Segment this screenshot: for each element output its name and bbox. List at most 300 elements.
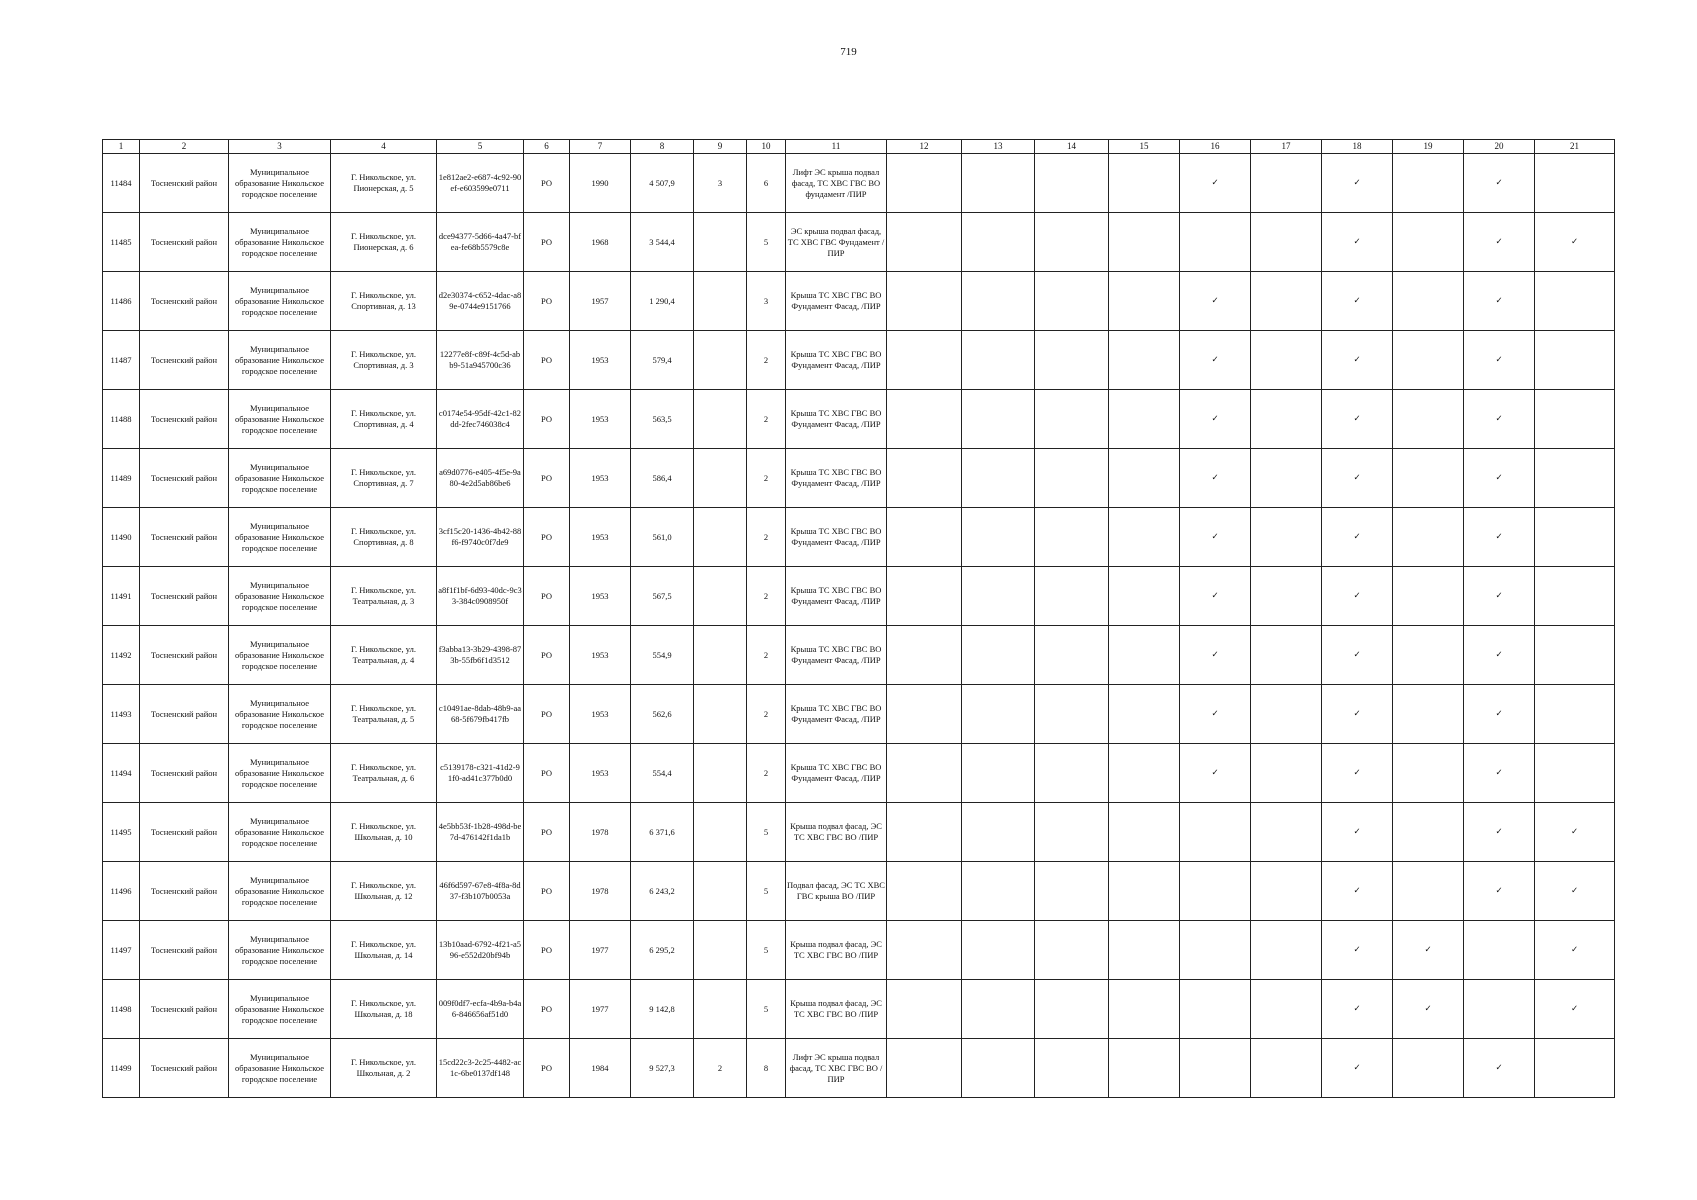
sys-cell: РО: [524, 980, 570, 1039]
mo-cell: Муниципальное образование Никольское городское поселение: [229, 980, 331, 1039]
empty-mark-cell: [887, 1039, 962, 1098]
column-header-17: 17: [1251, 140, 1322, 154]
n10-cell: 2: [747, 567, 786, 626]
column-header-11: 11: [786, 140, 887, 154]
table-header: [103, 140, 1615, 154]
sys-cell: РО: [524, 1039, 570, 1098]
id-cell: 11495: [103, 803, 140, 862]
column-header-3: 3: [229, 140, 331, 154]
year-cell: 1953: [570, 567, 631, 626]
address-cell: Г. Никольское, ул. Театральная, д. 5: [331, 685, 437, 744]
check-mark-icon: ✓: [1464, 390, 1535, 449]
year-cell: 1977: [570, 980, 631, 1039]
code-cell: 009f0df7-ecfa-4b9a-b4a6-846656af51d0: [437, 980, 524, 1039]
mo-cell: Муниципальное образование Никольское городское поселение: [229, 862, 331, 921]
n10-cell: 5: [747, 803, 786, 862]
n9-cell: [694, 803, 747, 862]
id-cell: 11497: [103, 921, 140, 980]
sys-cell: РО: [524, 272, 570, 331]
works-cell: Крыша ТС ХВС ГВС ВО Фундамент Фасад, /ПИР: [786, 685, 887, 744]
empty-mark-cell: [962, 1039, 1035, 1098]
table-row: [103, 921, 1615, 980]
empty-mark-cell: [1535, 1039, 1615, 1098]
rayon-cell: Тосненский район: [140, 921, 229, 980]
empty-mark-cell: [1180, 980, 1251, 1039]
n10-cell: 5: [747, 921, 786, 980]
address-cell: Г. Никольское, ул. Спортивная, д. 3: [331, 331, 437, 390]
empty-mark-cell: [1035, 685, 1109, 744]
check-mark-icon: ✓: [1535, 980, 1615, 1039]
empty-mark-cell: [1109, 685, 1180, 744]
works-cell: Крыша ТС ХВС ГВС ВО Фундамент Фасад, /ПИР: [786, 331, 887, 390]
empty-mark-cell: [962, 331, 1035, 390]
year-cell: 1957: [570, 272, 631, 331]
id-cell: 11492: [103, 626, 140, 685]
id-cell: 11489: [103, 449, 140, 508]
sys-cell: РО: [524, 213, 570, 272]
empty-mark-cell: [1251, 390, 1322, 449]
check-mark-icon: ✓: [1535, 862, 1615, 921]
n9-cell: [694, 685, 747, 744]
year-cell: 1953: [570, 331, 631, 390]
check-mark-icon: ✓: [1464, 803, 1535, 862]
n9-cell: [694, 213, 747, 272]
empty-mark-cell: [1251, 508, 1322, 567]
area-cell: 562,6: [631, 685, 694, 744]
mo-cell: Муниципальное образование Никольское городское поселение: [229, 154, 331, 213]
empty-mark-cell: [962, 862, 1035, 921]
empty-mark-cell: [962, 921, 1035, 980]
check-mark-icon: ✓: [1464, 626, 1535, 685]
rayon-cell: Тосненский район: [140, 803, 229, 862]
n9-cell: 3: [694, 154, 747, 213]
check-mark-icon: ✓: [1180, 685, 1251, 744]
check-mark-icon: ✓: [1322, 980, 1393, 1039]
n9-cell: [694, 921, 747, 980]
empty-mark-cell: [962, 803, 1035, 862]
empty-mark-cell: [1393, 1039, 1464, 1098]
check-mark-icon: ✓: [1322, 154, 1393, 213]
works-cell: Крыша ТС ХВС ГВС ВО Фундамент Фасад, /ПИР: [786, 272, 887, 331]
sys-cell: РО: [524, 803, 570, 862]
works-cell: Крыша подвал фасад, ЭС ТС ХВС ГВС ВО /ПИР: [786, 921, 887, 980]
year-cell: 1978: [570, 862, 631, 921]
empty-mark-cell: [1251, 862, 1322, 921]
mo-cell: Муниципальное образование Никольское городское поселение: [229, 1039, 331, 1098]
area-cell: 586,4: [631, 449, 694, 508]
check-mark-icon: ✓: [1535, 921, 1615, 980]
column-header-13: 13: [962, 140, 1035, 154]
year-cell: 1953: [570, 626, 631, 685]
check-mark-icon: ✓: [1322, 567, 1393, 626]
empty-mark-cell: [1035, 803, 1109, 862]
column-header-10: 10: [747, 140, 786, 154]
column-header-9: 9: [694, 140, 747, 154]
n10-cell: 2: [747, 685, 786, 744]
n10-cell: 2: [747, 744, 786, 803]
n10-cell: 2: [747, 331, 786, 390]
table-row: [103, 803, 1615, 862]
empty-mark-cell: [1109, 744, 1180, 803]
empty-mark-cell: [962, 390, 1035, 449]
empty-mark-cell: [1535, 331, 1615, 390]
n9-cell: [694, 626, 747, 685]
empty-mark-cell: [1109, 862, 1180, 921]
rayon-cell: Тосненский район: [140, 213, 229, 272]
empty-mark-cell: [1251, 1039, 1322, 1098]
check-mark-icon: ✓: [1322, 213, 1393, 272]
empty-mark-cell: [1393, 272, 1464, 331]
address-cell: Г. Никольское, ул. Спортивная, д. 13: [331, 272, 437, 331]
empty-mark-cell: [1109, 331, 1180, 390]
check-mark-icon: ✓: [1464, 685, 1535, 744]
check-mark-icon: ✓: [1322, 626, 1393, 685]
column-header-6: 6: [524, 140, 570, 154]
n9-cell: [694, 862, 747, 921]
empty-mark-cell: [962, 685, 1035, 744]
n10-cell: 5: [747, 862, 786, 921]
id-cell: 11493: [103, 685, 140, 744]
column-header-8: 8: [631, 140, 694, 154]
check-mark-icon: ✓: [1464, 154, 1535, 213]
empty-mark-cell: [1535, 390, 1615, 449]
empty-mark-cell: [1180, 803, 1251, 862]
empty-mark-cell: [1180, 1039, 1251, 1098]
check-mark-icon: ✓: [1180, 154, 1251, 213]
sys-cell: РО: [524, 331, 570, 390]
check-mark-icon: ✓: [1180, 272, 1251, 331]
check-mark-icon: ✓: [1180, 567, 1251, 626]
area-cell: 554,4: [631, 744, 694, 803]
area-cell: 567,5: [631, 567, 694, 626]
empty-mark-cell: [1109, 1039, 1180, 1098]
n9-cell: [694, 272, 747, 331]
works-cell: Крыша ТС ХВС ГВС ВО Фундамент Фасад, /ПИР: [786, 390, 887, 449]
empty-mark-cell: [1109, 803, 1180, 862]
empty-mark-cell: [1464, 980, 1535, 1039]
empty-mark-cell: [1393, 567, 1464, 626]
rayon-cell: Тосненский район: [140, 980, 229, 1039]
code-cell: dce94377-5d66-4a47-bfea-fe68b5579c8e: [437, 213, 524, 272]
empty-mark-cell: [1251, 626, 1322, 685]
empty-mark-cell: [962, 213, 1035, 272]
area-cell: 554,9: [631, 626, 694, 685]
check-mark-icon: ✓: [1322, 744, 1393, 803]
check-mark-icon: ✓: [1322, 921, 1393, 980]
rayon-cell: Тосненский район: [140, 862, 229, 921]
n9-cell: [694, 744, 747, 803]
table-body: [103, 154, 1615, 1098]
address-cell: Г. Никольское, ул. Школьная, д. 10: [331, 803, 437, 862]
works-cell: Подвал фасад, ЭС ТС ХВС ГВС крыша ВО /ПИР: [786, 862, 887, 921]
empty-mark-cell: [962, 626, 1035, 685]
empty-mark-cell: [1393, 626, 1464, 685]
empty-mark-cell: [1035, 626, 1109, 685]
empty-mark-cell: [962, 272, 1035, 331]
table-row: [103, 213, 1615, 272]
empty-mark-cell: [1393, 331, 1464, 390]
check-mark-icon: ✓: [1464, 862, 1535, 921]
empty-mark-cell: [1035, 213, 1109, 272]
works-cell: Крыша ТС ХВС ГВС ВО Фундамент Фасад, /ПИР: [786, 744, 887, 803]
empty-mark-cell: [1393, 803, 1464, 862]
address-cell: Г. Никольское, ул. Спортивная, д. 8: [331, 508, 437, 567]
table-row: [103, 626, 1615, 685]
empty-mark-cell: [1109, 921, 1180, 980]
check-mark-icon: ✓: [1464, 1039, 1535, 1098]
code-cell: a69d0776-e405-4f5e-9a80-4e2d5ab86be6: [437, 449, 524, 508]
area-cell: 9 142,8: [631, 980, 694, 1039]
sys-cell: РО: [524, 744, 570, 803]
mo-cell: Муниципальное образование Никольское городское поселение: [229, 803, 331, 862]
id-cell: 11487: [103, 331, 140, 390]
n10-cell: 2: [747, 626, 786, 685]
works-cell: Крыша ТС ХВС ГВС ВО Фундамент Фасад, /ПИР: [786, 508, 887, 567]
check-mark-icon: ✓: [1535, 213, 1615, 272]
empty-mark-cell: [1109, 272, 1180, 331]
empty-mark-cell: [887, 154, 962, 213]
rayon-cell: Тосненский район: [140, 331, 229, 390]
table-row: [103, 154, 1615, 213]
area-cell: 6 243,2: [631, 862, 694, 921]
check-mark-icon: ✓: [1180, 626, 1251, 685]
empty-mark-cell: [1251, 449, 1322, 508]
area-cell: 4 507,9: [631, 154, 694, 213]
empty-mark-cell: [1251, 685, 1322, 744]
empty-mark-cell: [1393, 862, 1464, 921]
sys-cell: РО: [524, 154, 570, 213]
empty-mark-cell: [1251, 213, 1322, 272]
column-number-row: [103, 140, 1615, 154]
column-header-4: 4: [331, 140, 437, 154]
code-cell: 3cf15c20-1436-4b42-88f6-f9740c0f7de9: [437, 508, 524, 567]
rayon-cell: Тосненский район: [140, 626, 229, 685]
empty-mark-cell: [1035, 567, 1109, 626]
table-row: [103, 449, 1615, 508]
works-cell: Крыша подвал фасад, ЭС ТС ХВС ГВС ВО /ПИР: [786, 803, 887, 862]
empty-mark-cell: [887, 685, 962, 744]
id-cell: 11499: [103, 1039, 140, 1098]
empty-mark-cell: [1035, 272, 1109, 331]
empty-mark-cell: [1464, 921, 1535, 980]
mo-cell: Муниципальное образование Никольское городское поселение: [229, 213, 331, 272]
id-cell: 11494: [103, 744, 140, 803]
empty-mark-cell: [887, 626, 962, 685]
empty-mark-cell: [887, 862, 962, 921]
empty-mark-cell: [887, 744, 962, 803]
empty-mark-cell: [1251, 331, 1322, 390]
empty-mark-cell: [1393, 390, 1464, 449]
check-mark-icon: ✓: [1464, 272, 1535, 331]
n10-cell: 8: [747, 1039, 786, 1098]
year-cell: 1953: [570, 508, 631, 567]
address-cell: Г. Никольское, ул. Театральная, д. 4: [331, 626, 437, 685]
id-cell: 11491: [103, 567, 140, 626]
empty-mark-cell: [887, 449, 962, 508]
column-header-14: 14: [1035, 140, 1109, 154]
code-cell: 12277e8f-c89f-4c5d-abb9-51a945700c36: [437, 331, 524, 390]
sys-cell: РО: [524, 921, 570, 980]
check-mark-icon: ✓: [1180, 331, 1251, 390]
code-cell: 13b10aad-6792-4f21-a596-e552d20bf94b: [437, 921, 524, 980]
mo-cell: Муниципальное образование Никольское городское поселение: [229, 626, 331, 685]
n9-cell: [694, 331, 747, 390]
check-mark-icon: ✓: [1322, 685, 1393, 744]
mo-cell: Муниципальное образование Никольское городское поселение: [229, 449, 331, 508]
mo-cell: Муниципальное образование Никольское городское поселение: [229, 744, 331, 803]
empty-mark-cell: [1180, 921, 1251, 980]
empty-mark-cell: [1109, 449, 1180, 508]
n9-cell: 2: [694, 1039, 747, 1098]
empty-mark-cell: [887, 508, 962, 567]
empty-mark-cell: [1109, 626, 1180, 685]
address-cell: Г. Никольское, ул. Школьная, д. 12: [331, 862, 437, 921]
code-cell: 4e5bb53f-1b28-498d-be7d-476142f1da1b: [437, 803, 524, 862]
check-mark-icon: ✓: [1464, 508, 1535, 567]
works-cell: Крыша ТС ХВС ГВС ВО Фундамент Фасад, /ПИР: [786, 567, 887, 626]
check-mark-icon: ✓: [1464, 331, 1535, 390]
empty-mark-cell: [1251, 803, 1322, 862]
column-header-19: 19: [1393, 140, 1464, 154]
column-header-2: 2: [140, 140, 229, 154]
sys-cell: РО: [524, 685, 570, 744]
empty-mark-cell: [887, 272, 962, 331]
empty-mark-cell: [1180, 213, 1251, 272]
code-cell: f3abba13-3b29-4398-873b-55fb6f1d3512: [437, 626, 524, 685]
rayon-cell: Тосненский район: [140, 685, 229, 744]
year-cell: 1953: [570, 685, 631, 744]
mo-cell: Муниципальное образование Никольское городское поселение: [229, 685, 331, 744]
empty-mark-cell: [1535, 744, 1615, 803]
empty-mark-cell: [1035, 390, 1109, 449]
table-row: [103, 980, 1615, 1039]
empty-mark-cell: [1393, 154, 1464, 213]
code-cell: d2e30374-c652-4dac-a89e-0744e9151766: [437, 272, 524, 331]
empty-mark-cell: [1035, 862, 1109, 921]
check-mark-icon: ✓: [1464, 567, 1535, 626]
n9-cell: [694, 508, 747, 567]
area-cell: 561,0: [631, 508, 694, 567]
rayon-cell: Тосненский район: [140, 154, 229, 213]
area-cell: 6 295,2: [631, 921, 694, 980]
empty-mark-cell: [962, 508, 1035, 567]
works-cell: Крыша ТС ХВС ГВС ВО Фундамент Фасад, /ПИР: [786, 626, 887, 685]
address-cell: Г. Никольское, ул. Театральная, д. 6: [331, 744, 437, 803]
housing-register-table: [102, 139, 1615, 1098]
code-cell: 1e812ae2-e687-4c92-90ef-e603599e0711: [437, 154, 524, 213]
year-cell: 1990: [570, 154, 631, 213]
address-cell: Г. Никольское, ул. Пионерская, д. 5: [331, 154, 437, 213]
address-cell: Г. Никольское, ул. Театральная, д. 3: [331, 567, 437, 626]
table-row: [103, 744, 1615, 803]
n10-cell: 2: [747, 449, 786, 508]
empty-mark-cell: [962, 154, 1035, 213]
empty-mark-cell: [1251, 921, 1322, 980]
check-mark-icon: ✓: [1322, 862, 1393, 921]
empty-mark-cell: [1535, 567, 1615, 626]
empty-mark-cell: [1251, 272, 1322, 331]
sys-cell: РО: [524, 626, 570, 685]
empty-mark-cell: [1109, 390, 1180, 449]
rayon-cell: Тосненский район: [140, 508, 229, 567]
check-mark-icon: ✓: [1464, 213, 1535, 272]
n9-cell: [694, 980, 747, 1039]
id-cell: 11488: [103, 390, 140, 449]
mo-cell: Муниципальное образование Никольское городское поселение: [229, 567, 331, 626]
check-mark-icon: ✓: [1535, 803, 1615, 862]
code-cell: c10491ae-8dab-48b9-aa68-5f679fb417fb: [437, 685, 524, 744]
empty-mark-cell: [1035, 744, 1109, 803]
rayon-cell: Тосненский район: [140, 1039, 229, 1098]
table-row: [103, 331, 1615, 390]
empty-mark-cell: [1035, 980, 1109, 1039]
n10-cell: 2: [747, 390, 786, 449]
check-mark-icon: ✓: [1322, 331, 1393, 390]
sys-cell: РО: [524, 390, 570, 449]
n9-cell: [694, 449, 747, 508]
rayon-cell: Тосненский район: [140, 744, 229, 803]
rayon-cell: Тосненский район: [140, 390, 229, 449]
column-header-5: 5: [437, 140, 524, 154]
code-cell: c0174e54-95df-42c1-82dd-2fec746038c4: [437, 390, 524, 449]
n10-cell: 3: [747, 272, 786, 331]
sys-cell: РО: [524, 862, 570, 921]
empty-mark-cell: [1251, 154, 1322, 213]
address-cell: Г. Никольское, ул. Школьная, д. 14: [331, 921, 437, 980]
empty-mark-cell: [887, 567, 962, 626]
empty-mark-cell: [1393, 744, 1464, 803]
empty-mark-cell: [1535, 685, 1615, 744]
check-mark-icon: ✓: [1322, 803, 1393, 862]
address-cell: Г. Никольское, ул. Школьная, д. 2: [331, 1039, 437, 1098]
check-mark-icon: ✓: [1180, 449, 1251, 508]
year-cell: 1953: [570, 390, 631, 449]
works-cell: Крыша подвал фасад, ЭС ТС ХВС ГВС ВО /ПИР: [786, 980, 887, 1039]
rayon-cell: Тосненский район: [140, 449, 229, 508]
n10-cell: 5: [747, 980, 786, 1039]
year-cell: 1953: [570, 449, 631, 508]
empty-mark-cell: [1035, 1039, 1109, 1098]
column-header-7: 7: [570, 140, 631, 154]
empty-mark-cell: [887, 213, 962, 272]
id-cell: 11484: [103, 154, 140, 213]
empty-mark-cell: [887, 980, 962, 1039]
empty-mark-cell: [1535, 626, 1615, 685]
sys-cell: РО: [524, 508, 570, 567]
mo-cell: Муниципальное образование Никольское городское поселение: [229, 331, 331, 390]
area-cell: 3 544,4: [631, 213, 694, 272]
page-number: 719: [840, 46, 857, 58]
mo-cell: Муниципальное образование Никольское городское поселение: [229, 921, 331, 980]
area-cell: 9 527,3: [631, 1039, 694, 1098]
mo-cell: Муниципальное образование Никольское городское поселение: [229, 390, 331, 449]
empty-mark-cell: [1109, 567, 1180, 626]
sys-cell: РО: [524, 449, 570, 508]
empty-mark-cell: [1535, 449, 1615, 508]
area-cell: 563,5: [631, 390, 694, 449]
empty-mark-cell: [1035, 921, 1109, 980]
empty-mark-cell: [962, 980, 1035, 1039]
column-header-16: 16: [1180, 140, 1251, 154]
check-mark-icon: ✓: [1393, 921, 1464, 980]
works-cell: ЭС крыша подвал фасад, ТС ХВС ГВС Фундамент /ПИР: [786, 213, 887, 272]
works-cell: Лифт ЭС крыша подвал фасад, ТС ХВС ГВС ВО /ПИР: [786, 1039, 887, 1098]
empty-mark-cell: [1393, 508, 1464, 567]
rayon-cell: Тосненский район: [140, 567, 229, 626]
empty-mark-cell: [1109, 213, 1180, 272]
empty-mark-cell: [1251, 980, 1322, 1039]
mo-cell: Муниципальное образование Никольское городское поселение: [229, 272, 331, 331]
